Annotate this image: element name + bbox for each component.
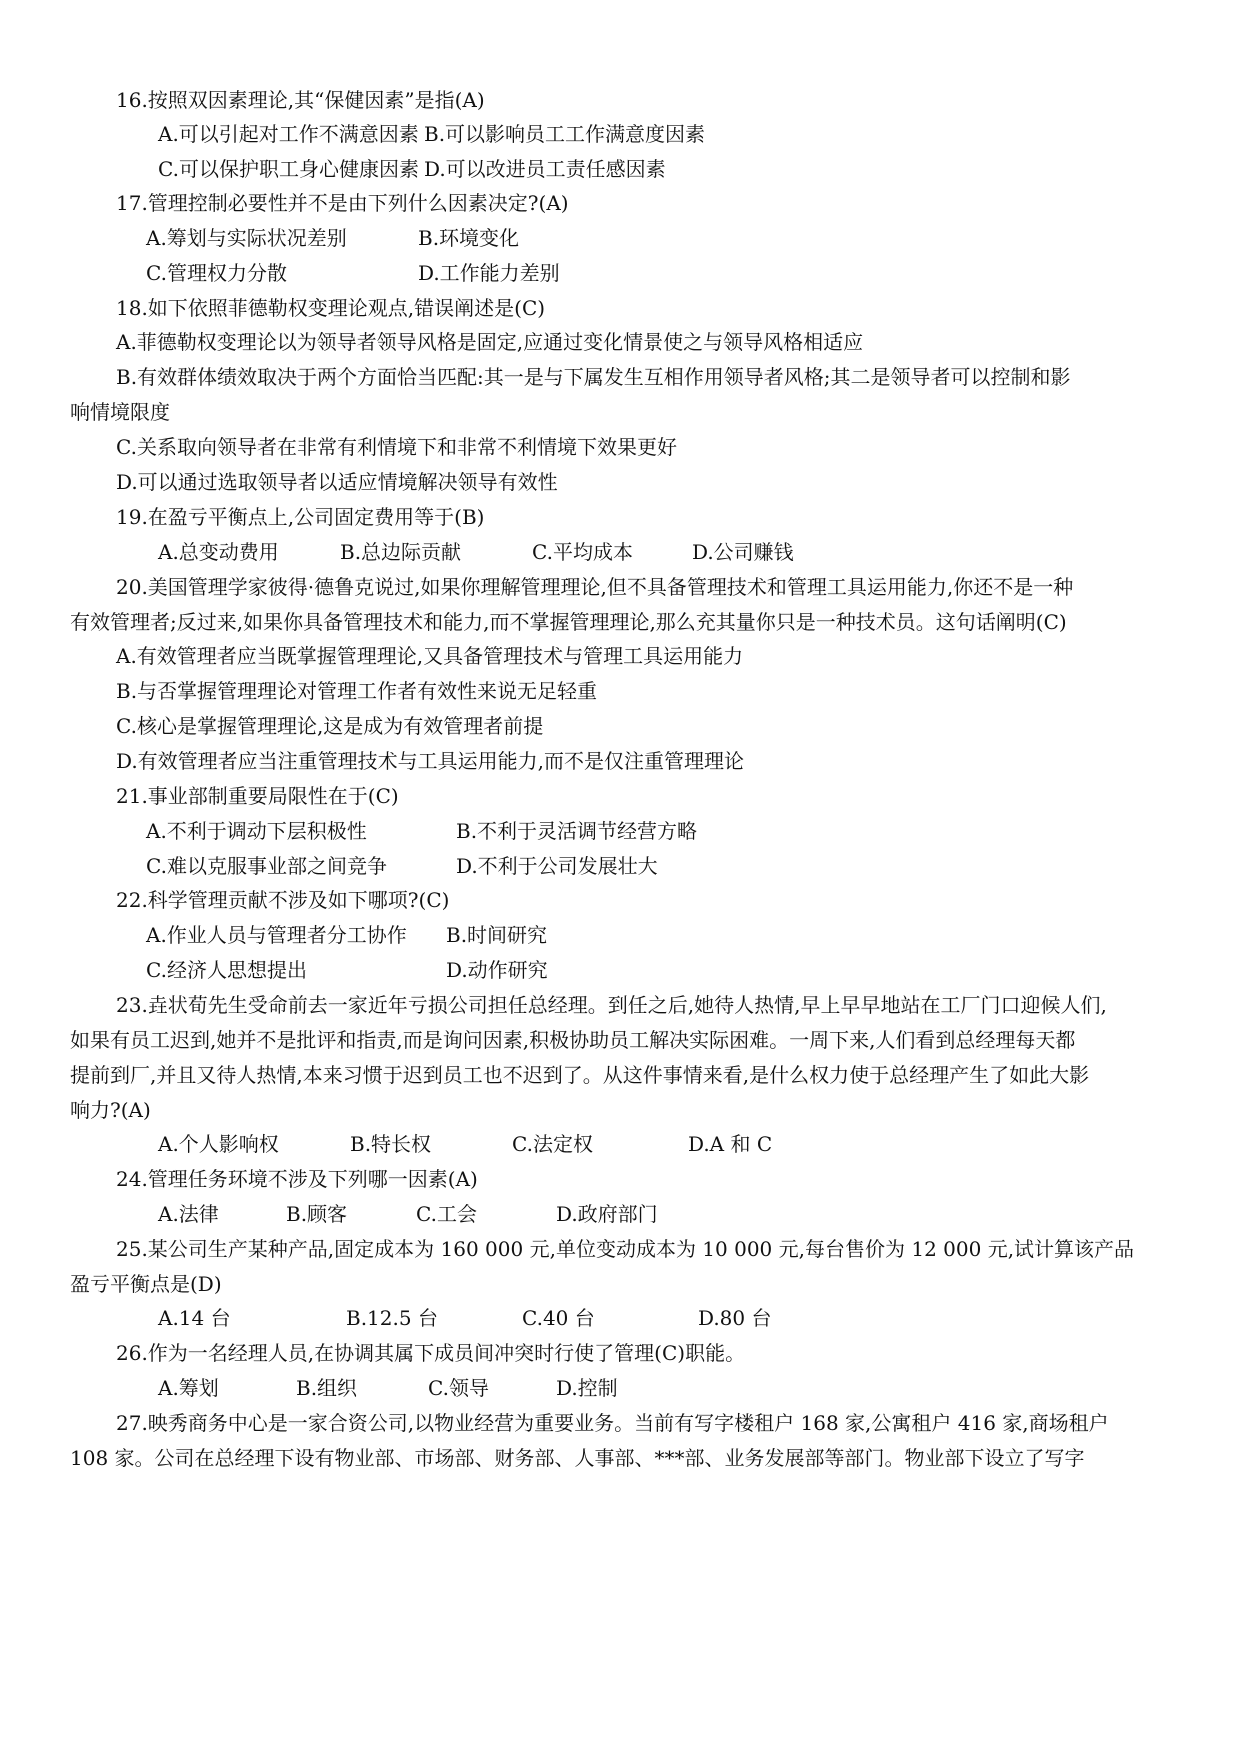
option-a: A.总变动费用 xyxy=(158,540,279,564)
question-26: 26.作为一名经理人员,在协调其属下成员间冲突时行使了管理(C)职能。 xyxy=(116,1341,746,1365)
option-d: D.A 和 C xyxy=(688,1132,773,1156)
option-b: B.时间研究 xyxy=(446,923,548,947)
option-b: B.组织 xyxy=(296,1376,358,1400)
question-23-continued: 响力?(A) xyxy=(70,1098,151,1122)
option-d: D.有效管理者应当注重管理技术与工具运用能力,而不是仅注重管理理论 xyxy=(116,749,745,773)
option-d: D.80 台 xyxy=(698,1306,772,1330)
option-a: A.法律 xyxy=(158,1202,219,1226)
option-d: D.政府部门 xyxy=(556,1202,658,1226)
option-c: C.关系取向领导者在非常有利情境下和非常不利情境下效果更好 xyxy=(116,435,677,459)
question-16: 16.按照双因素理论,其“保健因素”是指(A) xyxy=(116,88,485,112)
option-c: C.领导 xyxy=(428,1376,489,1400)
option-a: A.作业人员与管理者分工协作 xyxy=(146,923,407,947)
option-b: B.12.5 台 xyxy=(346,1306,438,1330)
question-22: 22.科学管理贡献不涉及如下哪项?(C) xyxy=(116,888,450,912)
option-c: C.难以克服事业部之间竞争 xyxy=(146,854,387,878)
question-24: 24.管理任务环境不涉及下列哪一因素(A) xyxy=(116,1167,478,1191)
option-a: A.14 台 xyxy=(158,1306,231,1330)
option-b-continued: 响情境限度 xyxy=(70,400,170,424)
question-23-continued: 如果有员工迟到,她并不是批评和指责,而是询问因素,积极协助员工解决实际困难。一周下来,人们看到总经理每天都 xyxy=(70,1028,1076,1052)
option-c: C.工会 xyxy=(416,1202,477,1226)
option-b: B.可以影响员工工作满意度因素 xyxy=(424,122,706,146)
option-b: B.总边际贡献 xyxy=(340,540,462,564)
option-a: A.个人影响权 xyxy=(158,1132,279,1156)
option-c: C.经济人思想提出 xyxy=(146,958,307,982)
option-c: C.平均成本 xyxy=(532,540,633,564)
option-d: D.不利于公司发展壮大 xyxy=(456,854,658,878)
option-a: A.可以引起对工作不满意因素 xyxy=(158,122,419,146)
option-a: A.有效管理者应当既掌握管理理论,又具备管理技术与管理工具运用能力 xyxy=(116,644,744,668)
option-a: A.不利于调动下层积极性 xyxy=(146,819,367,843)
option-b: B.环境变化 xyxy=(418,226,520,250)
option-a: A.筹划 xyxy=(158,1376,219,1400)
option-d: D.公司赚钱 xyxy=(692,540,794,564)
option-b: B.有效群体绩效取决于两个方面恰当匹配:其一是与下属发生互相作用领导者风格;其二是领导者可以控制和影 xyxy=(116,365,1071,389)
question-19: 19.在盈亏平衡点上,公司固定费用等于(B) xyxy=(116,505,485,529)
option-c: C.管理权力分散 xyxy=(146,261,287,285)
option-b: B.顾客 xyxy=(286,1202,348,1226)
question-23-continued: 提前到厂,并且又待人热情,本来习惯于迟到员工也不迟到了。从这件事情来看,是什么权力使于总经理产生了如此大影 xyxy=(70,1063,1090,1087)
option-a: A.筹划与实际状况差别 xyxy=(146,226,347,250)
option-b: B.不利于灵活调节经营方略 xyxy=(456,819,698,843)
option-d: D.控制 xyxy=(556,1376,618,1400)
question-23: 23.垚状荀先生受命前去一家近年亏损公司担任总经理。到任之后,她待人热情,早上早早地站在工厂门口迎候人们, xyxy=(116,993,1107,1017)
question-18: 18.如下依照菲德勒权变理论观点,错误阐述是(C) xyxy=(116,296,546,320)
option-c: C.40 台 xyxy=(522,1306,595,1330)
question-17: 17.管理控制必要性并不是由下列什么因素决定?(A) xyxy=(116,191,569,215)
question-27-continued: 108 家。公司在总经理下设有物业部、市场部、财务部、人事部、***部、业务发展部等部门。物业部下设立了写字 xyxy=(70,1446,1085,1470)
option-d: D.可以改进员工责任感因素 xyxy=(424,157,666,181)
question-21: 21.事业部制重要局限性在于(C) xyxy=(116,784,399,808)
option-c: C.核心是掌握管理理论,这是成为有效管理者前提 xyxy=(116,714,544,738)
question-27: 27.映秀商务中心是一家合资公司,以物业经营为重要业务。当前有写字楼租户 168 家,公寓租户 416 家,商场租户 xyxy=(116,1411,1109,1435)
question-25: 25.某公司生产某种产品,固定成本为 160 000 元,单位变动成本为 10 000 元,每台售价为 12 000 元,试计算该产品 xyxy=(116,1237,1135,1261)
option-c: C.法定权 xyxy=(512,1132,593,1156)
question-20: 20.美国管理学家彼得·德鲁克说过,如果你理解管理理论,但不具备管理技术和管理工具运用能力,你还不是一种 xyxy=(116,575,1074,599)
option-a: A.菲德勒权变理论以为领导者领导风格是固定,应通过变化情景使之与领导风格相适应 xyxy=(116,330,864,354)
option-d: D.动作研究 xyxy=(446,958,548,982)
option-d: D.工作能力差别 xyxy=(418,261,560,285)
question-20-continued: 有效管理者;反过来,如果你具备管理技术和能力,而不掌握管理理论,那么充其量你只是一种技术员。这句话阐明(C) xyxy=(70,610,1067,634)
option-b: B.特长权 xyxy=(350,1132,432,1156)
option-d: D.可以通过选取领导者以适应情境解决领导有效性 xyxy=(116,470,558,494)
option-b: B.与否掌握管理理论对管理工作者有效性来说无足轻重 xyxy=(116,679,598,703)
question-25-continued: 盈亏平衡点是(D) xyxy=(70,1272,222,1296)
option-c: C.可以保护职工身心健康因素 xyxy=(158,157,419,181)
